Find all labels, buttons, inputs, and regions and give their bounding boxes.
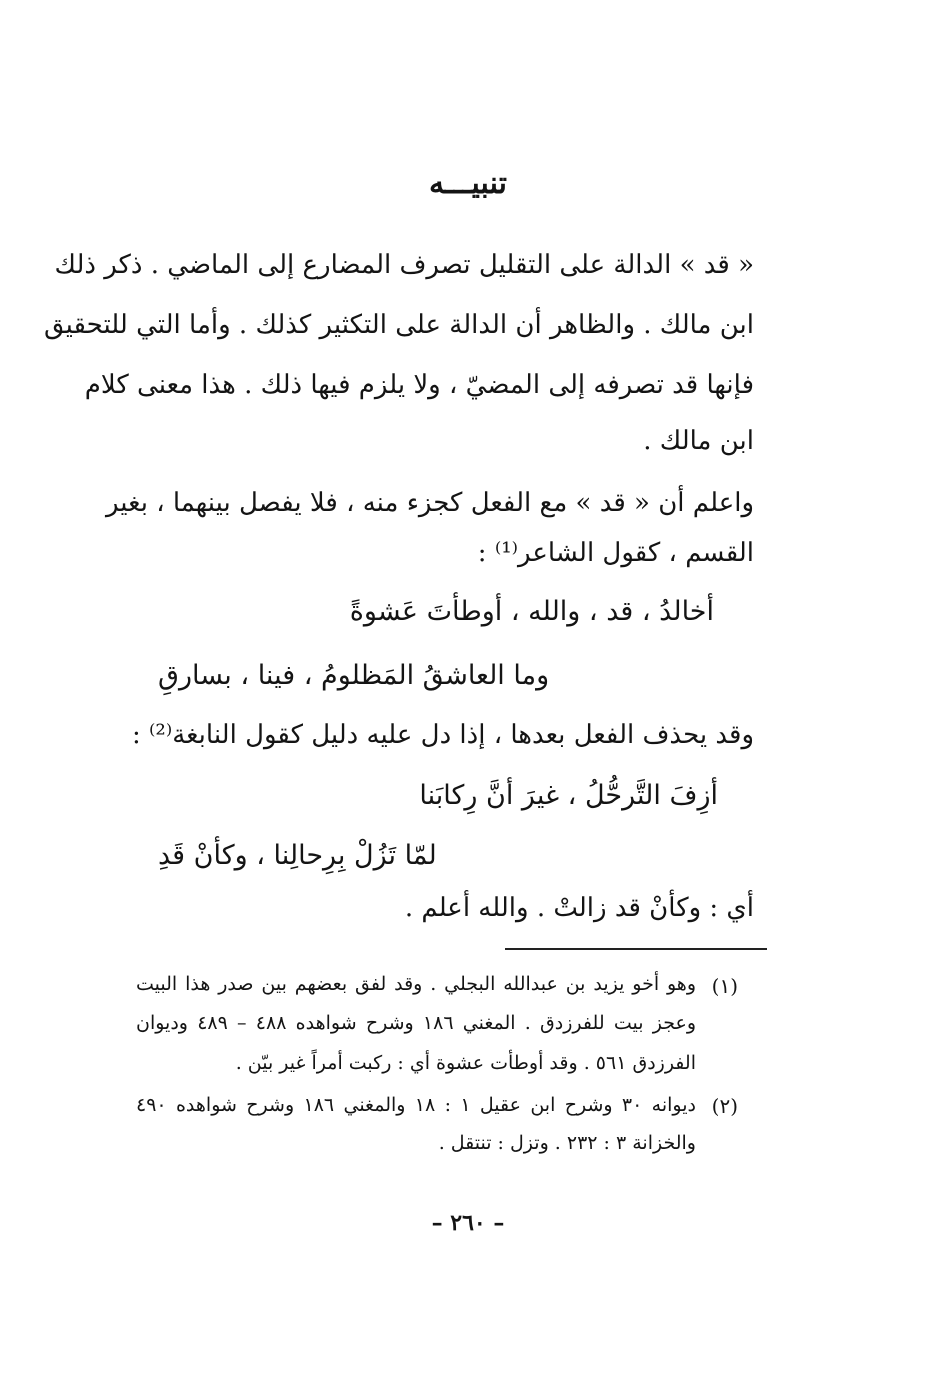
page-number: – ٢٦٠ – [431, 1210, 505, 1236]
body-line: أي : وكأنْ قد زالتْ . والله أعلم . [404, 893, 754, 923]
footnote-number: (٢) [711, 1094, 738, 1118]
body-line: ابن مالك . والظاهر أن الدالة على التكثير كذلك . وأما التي للتحقيق [43, 310, 754, 340]
footnote-separator [505, 948, 767, 950]
footnote-line: الفرزدق ٥٦١ . وقد أوطأت عشوة أي : ركبت أمراً غير بيّن . [235, 1052, 696, 1074]
verse-line: لمّا تَزُلْ بِرِحالِنا ، وكأنْ قَدِ [158, 840, 437, 871]
footnote-line: ديوانه ٣٠ وشرح ابن عقيل ١ : ١٨ والمغني ١٨٦ وشرح شواهده ٤٩٠ [136, 1094, 696, 1116]
footnote-line: وهو أخو يزيد بن عبدالله البجلي . وقد لفق بعضهم بين صدر هذا البيت [136, 973, 696, 995]
footnote-number: (١) [711, 974, 738, 998]
footnote-line: والخزانة ٣ : ٢٣٢ . وتزل : تنتقل . [438, 1132, 696, 1154]
body-line: ابن مالك . [643, 426, 754, 456]
footnote-line: وعجز بيت للفرزدق . المغني ١٨٦ وشرح شواهده ٤٨٨ – ٤٨٩ وديوان [136, 1012, 696, 1034]
body-line: القسم ، كقول الشاعر⁽¹⁾ : [477, 538, 754, 568]
verse-line: أزِفَ التَّرحُّلُ ، غيرَ أنَّ رِكابَنا [419, 780, 718, 811]
body-line: فإنها قد تصرفه إلى المضيّ ، ولا يلزم فيها ذلك . هذا معنى كلام [84, 370, 754, 400]
body-line: « قد » الدالة على التقليل تصرف المضارع إلى الماضي . ذكر ذلك [54, 250, 754, 280]
verse-line: أخالدُ ، قد ، والله ، أوطأتَ عَشوةً [349, 596, 714, 627]
verse-line: وما العاشقُ المَظلومُ ، فينا ، بسارقِ [158, 660, 550, 691]
body-line: واعلم أن « قد » مع الفعل كجزء منه ، فلا يفصل بينهما ، بغير [105, 488, 754, 518]
section-heading: تنبيـــه [429, 166, 507, 201]
body-line: وقد يحذف الفعل بعدها ، إذا دل عليه دليل كقول النابغة⁽²⁾ : [131, 720, 754, 750]
